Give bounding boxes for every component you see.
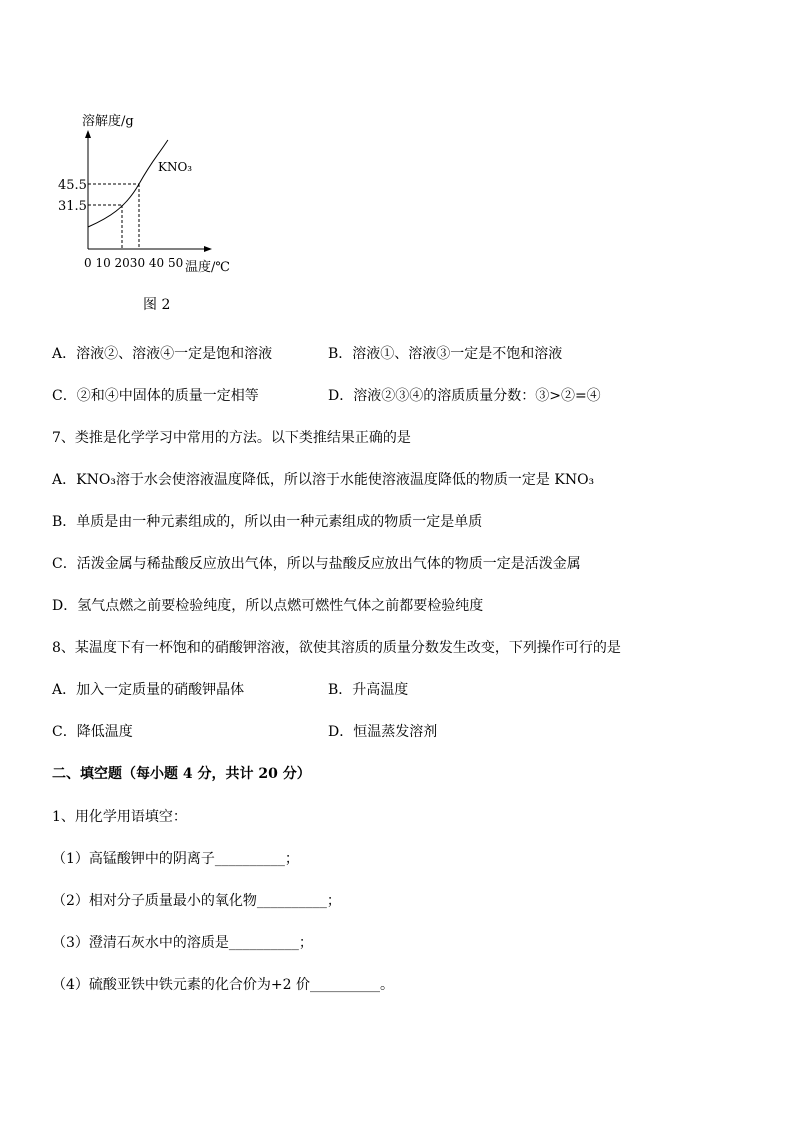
y-tick-label: 31.5 bbox=[58, 199, 87, 214]
x-tick-labels: 0 10 2030 40 50 bbox=[84, 256, 184, 270]
q6-option-c: C．②和④中固体的质量一定相等 bbox=[52, 388, 259, 404]
x-axis-arrow bbox=[204, 246, 212, 252]
section-title: 二、填空题（每小题 4 分，共计 20 分） bbox=[52, 766, 311, 782]
q6-option-d: D．溶液②③④的溶质质量分数：③>②=④ bbox=[328, 388, 601, 404]
q8-stem: 8、某温度下有一杯饱和的硝酸钾溶液，欲使其溶质的质量分数发生改变，下列操作可行的是 bbox=[52, 640, 621, 656]
y-tick-label: 45.5 bbox=[58, 178, 87, 193]
curve-label: KNO₃ bbox=[158, 160, 193, 174]
q6-option-b: B．溶液①、溶液③一定是不饱和溶液 bbox=[328, 346, 563, 362]
q8-option-c: C．降低温度 bbox=[52, 724, 133, 740]
fill1-stem: 1、用化学用语填空： bbox=[52, 809, 187, 825]
solubility-chart-svg bbox=[58, 108, 248, 278]
q8-option-b: B．升高温度 bbox=[328, 682, 409, 698]
q7-option-b: B．单质是由一种元素组成的，所以由一种元素组成的物质一定是单质 bbox=[52, 514, 483, 530]
y-axis-label: 溶解度/g bbox=[82, 114, 134, 129]
q7-option-a: A．KNO₃溶于水会使溶液温度降低，所以溶于水能使溶液温度降低的物质一定是 KNO₃ bbox=[52, 472, 595, 488]
fill1-part-1: （1）高锰酸钾中的阴离子__________； bbox=[52, 851, 299, 867]
solubility-chart bbox=[58, 108, 248, 278]
q7-option-c: C．活泼金属与稀盐酸反应放出气体，所以与盐酸反应放出气体的物质一定是活泼金属 bbox=[52, 556, 581, 572]
q7-option-d: D．氢气点燃之前要检验纯度，所以点燃可燃性气体之前都要检验纯度 bbox=[52, 598, 484, 614]
q7-stem: 7、类推是化学学习中常用的方法。以下类推结果正确的是 bbox=[52, 430, 411, 446]
q8-option-d: D．恒温蒸发溶剂 bbox=[328, 724, 438, 740]
fill1-part-2: （2）相对分子质量最小的氧化物__________； bbox=[52, 893, 341, 909]
q8-option-a: A．加入一定质量的硝酸钾晶体 bbox=[52, 682, 245, 698]
y-axis-arrow bbox=[85, 130, 91, 138]
x-axis-label: 温度/℃ bbox=[185, 260, 230, 275]
fill1-part-3: （3）澄清石灰水中的溶质是__________； bbox=[52, 935, 313, 951]
figure-caption: 图 2 bbox=[143, 297, 171, 313]
q6-option-a: A．溶液②、溶液④一定是饱和溶液 bbox=[52, 346, 273, 362]
fill1-part-4: （4）硫酸亚铁中铁元素的化合价为+2 价__________。 bbox=[52, 977, 394, 993]
